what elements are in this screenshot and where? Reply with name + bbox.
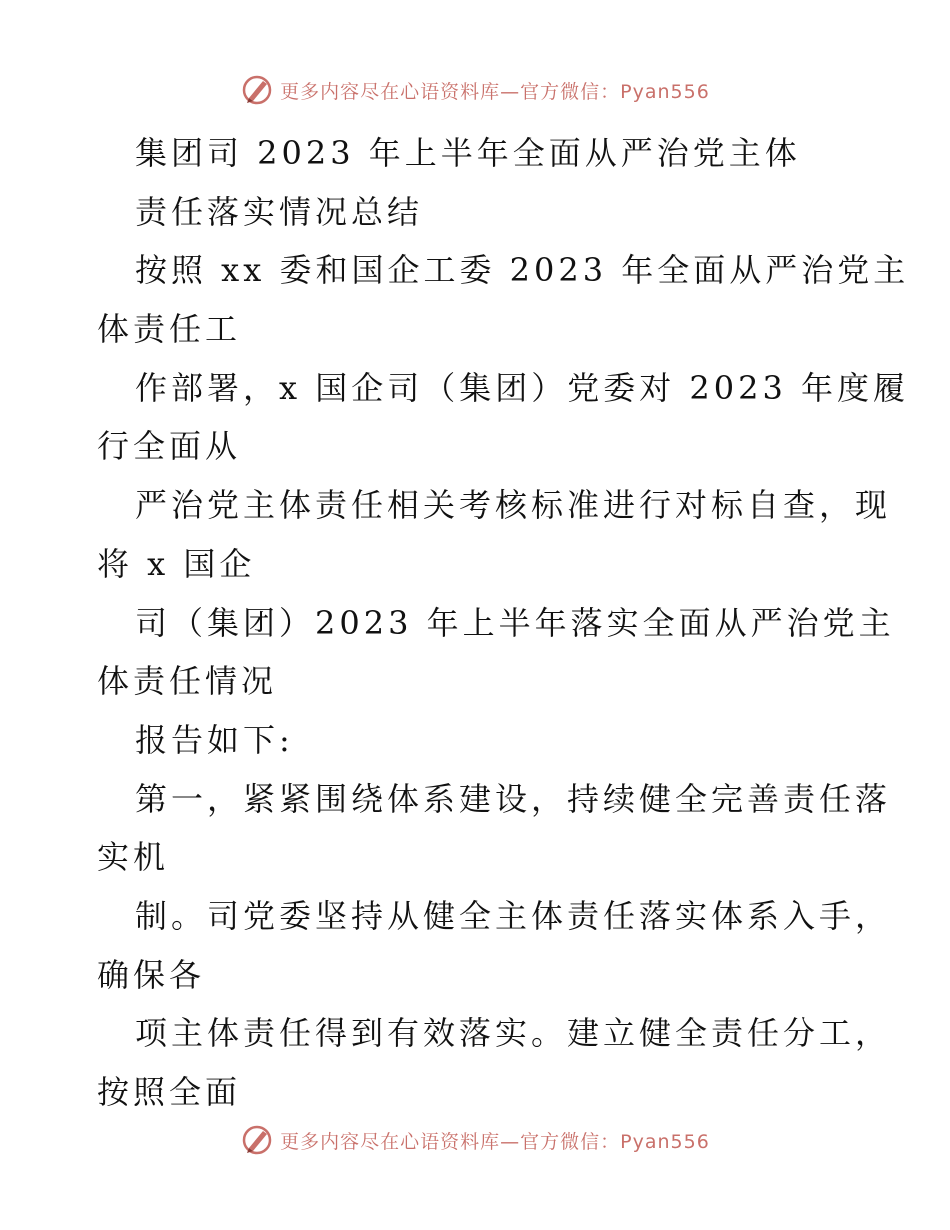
text-line: 报告如下:: [135, 720, 294, 759]
text-line: 确保各: [97, 955, 206, 994]
text-line: 体责任情况: [97, 662, 278, 701]
text-line: 项主体责任得到有效落实。建立健全责任分工，: [135, 1014, 892, 1053]
text-line: 作部署，x 国企司（集团）党委对 2023 年度履: [135, 368, 910, 407]
footer-watermark: [0, 1120, 950, 1160]
text-line: 实机: [97, 838, 170, 877]
text-line: 按照 xx 委和国企工委 2023 年全面从严治党主: [135, 251, 910, 290]
text-line: 按照全面: [97, 1073, 242, 1111]
document-body: [97, 124, 910, 1122]
text-line: 严治党主体责任相关考核标准进行对标自查，现: [135, 486, 892, 525]
text-line: 集团司 2023 年上半年全面从严治党主体: [135, 134, 801, 172]
text-line: 司（集团）2023 年上半年落实全面从严治党主: [135, 603, 895, 642]
text-line: 第一，紧紧围绕体系建设，持续健全完善责任落: [135, 779, 892, 818]
watermark-text: 更多内容尽在心语资料库—官方微信：Pyan556: [280, 1130, 710, 1153]
text-line: 责任落实情况总结: [135, 192, 424, 231]
text-line: 制。司党委坚持从健全主体责任落实体系入手，: [135, 896, 892, 935]
header-watermark: [0, 70, 950, 110]
text-line: 体责任工: [97, 310, 242, 349]
pen-logo-icon: [240, 1123, 274, 1157]
watermark-text: 更多内容尽在心语资料库—官方微信：Pyan556: [280, 80, 710, 103]
text-line: 行全面从: [97, 427, 242, 466]
pen-logo-icon: [240, 73, 274, 107]
text-line: 将 x 国企: [97, 544, 256, 583]
